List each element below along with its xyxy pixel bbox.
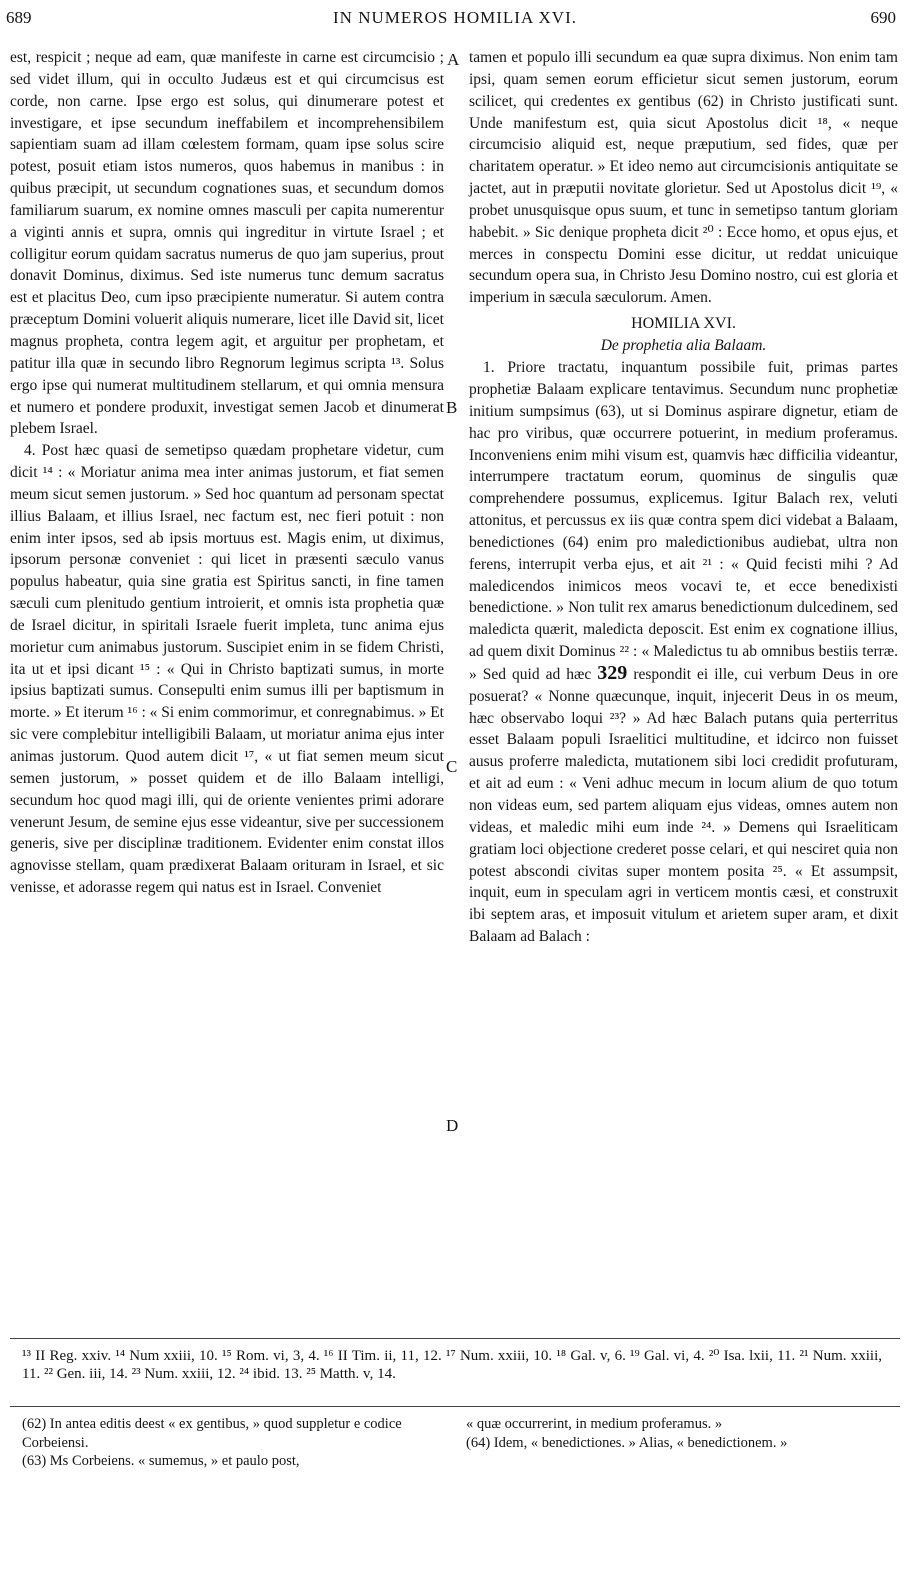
right-paragraph-2 — [469, 357, 898, 948]
notes-divider — [10, 1406, 900, 1407]
left-paragraph-2: 4. Post hæc quasi de semetipso quædam prophetare videtur, cum dicit ¹⁴ : « Moriatur anima mea inter animas justorum, et fiat semen meum sicut semen justorum. » Sed hoc quantum ad personam spectat illius Balaam, et illius Israel, nec factum est, nec fieri potuit : non enim inter ipsos, sed ab ipsis mortuus est. Magis enim, ut diximus, ipsorum personæ conveniet : qui licet in præsenti sæculo vanus populus habeatur, quia sine gratia est Spiritus sancti, in fine tamen sæculi cum plenitudo gentium introierit, et omnis ista prophetia quæ de Israel dicitur, in spiritali Israele fuerit impleta, tunc anima ejus morietur cum animabus justorum. Suscipiet enim in se fidem Christi, ita ut et ipsi dicant ¹⁵ : « Qui in Christo baptizati sumus, in morte ipsius baptizati sumus. Consepulti enim sumus illi per baptismum in morte. » Et iterum ¹⁶ : « Si enim commorimur, et conregnabimus. » Et sic vere complebitur intelligibili Balaam, ut moriatur anima ejus inter animas justorum. Quod autem dicit ¹⁷, « ut fiat semen meum sicut semen justorum, » posset quidem et de illo Balaam intelligi, secundum hoc quod magi illi, qui de oriente venientes primi adorare venerunt Jesum, de semine ejus esse videantur, sive per successionem generis, sive per disciplinæ traditionem. Evidenter enim constat illos agnovisse stellam, quam prædixerat Balaam orituram in Israel, et sic venisse, et adorasse regem qui natus est in Israel. Conveniet — [10, 442, 444, 897]
margin-marker-a: A — [447, 50, 460, 69]
margin-marker-b: B — [446, 398, 458, 417]
scripture-references: ¹³ II Reg. xxiv. ¹⁴ Num xxiii, 10. ¹⁵ Rom. vi, 3, 4. ¹⁶ II Tim. ii, 11, 12. ¹⁷ Num. xxiii, 10. ¹⁸ Gal. v, 6. ¹⁹ Gal. vi, 4. ²⁰ Isa. lxii, 11. ²¹ Num. xxiii, 11. ²² Gen. iii, 14. ²³ Num. xxiii, 12. ²⁴ ibid. 13. ²⁵ Matth. v, 14. — [22, 1348, 882, 1382]
right-paragraph-1: tamen et populo illi secundum ea quæ supra diximus. Non enim tam ipsi, quam semen eorum efficietur sicut semen justorum, eorum scilicet, qui credentes ex gentibus (62) in Christo justificati sunt. Unde manifestum est, quia sicut Apostolus dicit ¹⁸, « neque circumcisio aliquid est, neque præputium, sed fides, quæ per charitatem operatur. » Et ideo nemo aut circumcisionis antiquitate se jactet, aut in præputii novitate glorietur. Sed ut Apostolus dicit ¹⁹, « probet unusquisque opus suum, et tunc in semetipso tantum gloriam habebit. » Sic denique propheta dicit ²⁰ : Ecce homo, et opus ejus, et merces in conspectu Domini esse dicitur, ut reddat unicuique secundum opera sua, in Christo Jesu Domino nostro, cui est gloria et imperium in sæcula sæculorum. Amen. — [469, 49, 898, 307]
left-column — [10, 47, 444, 899]
right-column — [469, 47, 898, 948]
footnotes-left — [22, 1415, 442, 1471]
margin-marker-d: D — [446, 1116, 459, 1135]
page-number-left: 689 — [6, 8, 32, 27]
footnote-divider — [10, 1338, 900, 1339]
footnote-62: (62) In antea editis deest « ex gentibus, » quod suppletur e codice Corbeiensi. — [22, 1416, 402, 1451]
left-paragraph-1: est, respicit ; neque ad eam, quæ manifeste in carne est circumcisio ; sed videt illum, qui in occulto Judæus est et qui circumcisus est corde, non carne. Ipse ergo est solus, qui dinumerare potest et investigare, et ipse secundum ineffabilem et incomprehensibilem sapientiam suam ad illam cœlestem formam, quam ipse solus scire potest, posuit etiam istos numeros, quos habemus in manibus : in quibus præcipit, ut secundum cognationes suas, et secundum domos familiarum suarum, ex nomine omnes masculi per capita numerentur a viginti annis et supra, omnis qui ingreditur in virtute Israel ; et colligitur eorum quidam sacratus numerus de quo jam superius, prout donavit Dominus, diximus. Sed iste numerus tunc demum sacratus est et placitus Deo, cum ipso præcipiente numeratur. Si autem contra præceptum Domini voluerit aliquis numerare, licet ille David sit, licet magnus propheta, contra legem agit, et arguitur per prophetam, et patitur illa quæ in secundo libro Regnorum legimus scripta ¹³. Solus ergo ipse qui numerat multitudinem stellarum, et qui omnia mensura et numero et pondere produxit, investigat semen Jacob et dinumerat plebem Israel. — [10, 49, 444, 438]
margin-marker-c: C — [446, 757, 458, 776]
page-number-right: 690 — [870, 8, 896, 27]
homily-title: HOMILIA XVI. — [631, 315, 736, 333]
footnote-64: (64) Idem, « benedictiones. » Alias, « benedictionem. » — [466, 1434, 788, 1451]
footnotes-right — [466, 1415, 896, 1452]
page-header — [0, 6, 910, 36]
right-paragraph-2-start: 1. Priore tractatu, inquantum possibile fuit, primas partes prophetiæ Balaam explicare tentavimus. Secundum nunc prophetiæ initium sumpsimus (63), ut si Dominus aspirare dignetur, etiam de hac pro viribus, quæ occurrere potuerint, in medium proferamus. Inconveniens enim mihi visum est, quamvis hæc difficilia videantur, interrumpere tractatum eorum, quominus de singulis quæ comprehendere possumus, explicemus. Igitur Balach rex, veluti attonitus, et percussus ex iis quæ contra spem dici videbat a Balaam, benedictiones (64) enim pro maledictionibus audiebat, ultra non ferens, interrupit verba ejus, et ait ²¹ : « Quid fecisti mihi ? Ad maledicendos inimicos meos vocavi te, et ecce benedixisti benedictione. » Non tulit rex amarus benedictionum dulcedinem, sed maledicta quærit, maledicta deposcit. Est enim ex cognatione illius, ad quem dixit Dominus ²² : « Maledictus tu ab omnibus bestiis terræ. » Sed quid ad hæc — [469, 359, 898, 683]
right-paragraph-2-end: respondit ei ille, cui verbum Deus in ore posuerat? « Nonne quæcunque, inquit, injecerit Deus in os meum, hæc observabo loqui ²³? » Ad hæc Balach putans quia perterritus esset Balaam populi Israelitici multitudine, et idcirco non fuisset ausus proferre maledicta, mutationem sibi loci credidit profuturam, et ait ad eum : « Veni adhuc mecum in locum alium de quo totum non videas eum, sed partem aliquam ejus videas, omnes autem non videas, et maledic mihi eum inde ²⁴. » Demens qui Israeliticam gratiam loci objectione crederet posse celari, et qui nesciret quia non potest abscondi civitas super montem posita ²⁵. « Et assumpsit, inquit, eum in speculam agri in verticem montis cæsi, et construxit ibi septem aras, et imposuit vitulum et arietem super aram, et dixit Balaam ad Balach : — [469, 665, 899, 946]
column-number: 329 — [597, 661, 628, 684]
homily-subtitle: De prophetia alia Balaam. — [600, 337, 767, 355]
footnote-63-continued: « quæ occurrerint, in medium proferamus. » — [466, 1416, 723, 1432]
running-title: IN NUMEROS HOMILIA XVI. — [333, 8, 577, 27]
footnote-63: (63) Ms Corbeiens. « sumemus, » et paulo post, — [22, 1453, 300, 1469]
